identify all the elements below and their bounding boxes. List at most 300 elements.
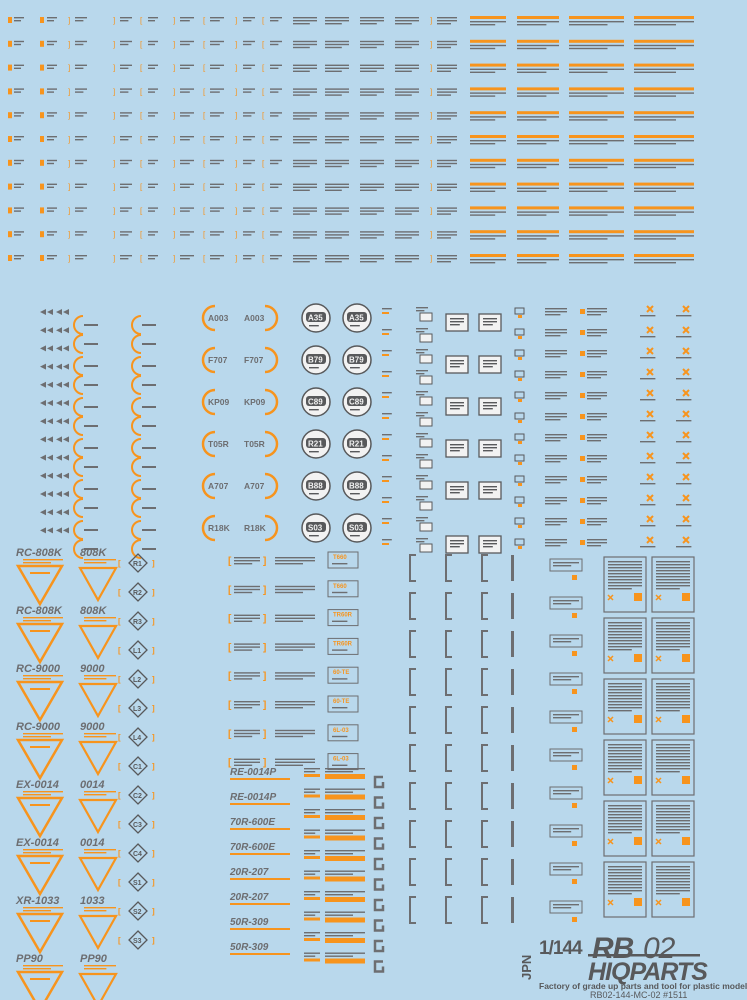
warning-triangle-icon: [80, 916, 116, 948]
warning-mark-icon: [8, 160, 12, 166]
caution-text-block: [416, 541, 424, 542]
badge-code-label: R21: [308, 439, 323, 449]
caution-text-block: [14, 207, 24, 208]
diamond-label: C2: [133, 793, 142, 800]
caution-text-block: [416, 415, 424, 416]
caution-text-block: [569, 119, 608, 120]
bracket-mark-icon: ]: [68, 230, 71, 240]
caution-text-block: [437, 184, 457, 185]
bracket-frame-icon: [410, 859, 416, 885]
maintenance-text: [608, 628, 642, 629]
orange-mark: [572, 575, 577, 580]
chevron-stripe: [304, 856, 320, 859]
orange-mark: [572, 803, 577, 808]
caution-text-block: [545, 371, 567, 372]
caution-text-block: [634, 262, 676, 263]
orange-mark: [634, 898, 642, 906]
caution-text-block: [243, 163, 251, 164]
caution-text-block: [360, 115, 384, 116]
caution-text-block: [293, 91, 317, 92]
caption-subtext: [23, 849, 63, 850]
plate-text: [483, 492, 493, 493]
maintenance-text: [608, 866, 642, 867]
bracket-mark-icon: ]: [173, 206, 176, 216]
underline-orange: [230, 903, 290, 905]
caution-text-block: [120, 234, 128, 235]
caution-text-block: [325, 163, 349, 164]
ring-code-label: KP09: [208, 397, 230, 407]
g-bracket-icon: [375, 962, 383, 972]
bracket-mark-icon: ]: [173, 230, 176, 240]
caution-text-block: [517, 238, 546, 239]
plate-text: [450, 366, 460, 367]
label-text: [553, 565, 571, 566]
badge-small-text: [350, 367, 360, 368]
bracket-frame-icon: [410, 783, 416, 809]
caution-text-block: [243, 136, 255, 137]
caution-text-block: [360, 234, 384, 235]
caution-text-block: [587, 398, 601, 399]
caution-text-block: [517, 164, 559, 165]
ring-bracket-icon: [74, 335, 83, 353]
caution-text-block: [325, 812, 353, 813]
caution-text-block: [437, 231, 457, 232]
cross-mark-icon: [656, 900, 661, 905]
caution-text-block: [304, 915, 315, 916]
caution-text-block: [210, 88, 224, 89]
maintenance-text: [608, 643, 642, 644]
caution-text-block: [75, 234, 83, 235]
tag-subtext: [332, 765, 347, 766]
bracket-mark-icon: [: [118, 762, 121, 771]
id-plate-icon: [420, 334, 432, 342]
caution-text-block: [545, 332, 567, 333]
orange-mark: [580, 477, 585, 482]
orange-mark: [682, 593, 690, 601]
caution-text-block: [416, 331, 424, 332]
caution-text-block: [47, 163, 54, 164]
orange-mark: [518, 441, 522, 444]
triangle-caption: PP90: [80, 953, 107, 965]
warning-mark-icon: [40, 65, 44, 71]
caution-text-block: [210, 210, 220, 211]
bracket-mark-icon: ]: [430, 135, 433, 144]
bracket-mark-icon: ]: [113, 254, 116, 263]
caution-text-block: [360, 88, 384, 89]
caution-text-block: [569, 92, 624, 93]
caution-text-block: [395, 234, 419, 235]
bracket-mark-icon: ]: [235, 206, 238, 216]
caution-text-block: [47, 258, 54, 259]
arrow-marker-icon: [40, 364, 53, 370]
bracket-frame-icon: [446, 593, 452, 619]
caution-text-block: [360, 261, 377, 262]
cross-mark-icon: [683, 537, 689, 543]
label-text: [553, 869, 571, 870]
large-ring-icon: [265, 390, 277, 414]
plate-text: [483, 408, 493, 409]
caution-text-block: [293, 88, 317, 89]
caution-text-block: [304, 891, 320, 892]
warning-triangle-icon: [18, 682, 62, 720]
caution-text-block: [243, 115, 251, 116]
caution-text-block: [360, 184, 384, 185]
caution-text-block: [676, 336, 691, 337]
caution-text-block: [545, 374, 567, 375]
plate-text: [450, 447, 464, 448]
maintenance-text: [608, 686, 642, 687]
arrow-marker-icon: [56, 382, 69, 388]
chevron-stripe: [325, 815, 365, 820]
bracket-mark-icon: ]: [152, 588, 155, 597]
caution-text-block: [304, 809, 320, 810]
caution-text-block: [120, 17, 132, 18]
vertical-bar: [511, 821, 514, 847]
caution-text-block: [545, 308, 567, 309]
caution-text-block: [634, 259, 694, 260]
maintenance-text: [656, 811, 690, 812]
caution-text-block: [275, 675, 315, 676]
caution-text-block: [75, 258, 83, 259]
arrow-marker-icon: [40, 473, 53, 479]
caution-text-block: [47, 139, 54, 140]
label-text: [553, 831, 571, 832]
caution-text-block: [270, 207, 282, 208]
stripe-orange: [517, 40, 559, 43]
orange-mark: [580, 309, 585, 314]
caution-text-block: [416, 352, 424, 353]
caution-text-block: [545, 482, 560, 483]
underline-orange: [230, 803, 290, 805]
code-text: [382, 455, 392, 456]
caution-text-block: [395, 65, 419, 66]
caution-text-block: [14, 139, 21, 140]
triangle-inner-line: [30, 862, 50, 864]
caution-text-block: [517, 188, 559, 189]
maintenance-text: [608, 823, 642, 824]
caution-text-block: [395, 88, 419, 89]
orange-mark: [580, 393, 585, 398]
caution-text-block: [395, 142, 412, 143]
caution-text-block: [120, 163, 128, 164]
caution-text-block: [293, 115, 317, 116]
warning-triangle-icon: [18, 914, 62, 952]
maintenance-text: [608, 637, 642, 638]
caution-text-block: [180, 91, 190, 92]
maintenance-text: [608, 707, 642, 708]
caution-text-block: [275, 643, 315, 644]
caution-text-block: [360, 139, 384, 140]
plate-text: [450, 540, 464, 541]
caution-text-block: [569, 191, 608, 192]
g-bracket-icon: [375, 859, 383, 869]
caution-text-block: [304, 789, 320, 790]
caution-text-block: [243, 231, 255, 232]
caution-text-block: [148, 163, 155, 164]
maintenance-text: [656, 692, 690, 693]
caution-text-block: [470, 119, 495, 120]
caution-text-block: [545, 455, 567, 456]
caution-text-block: [569, 262, 608, 263]
stripe-orange: [517, 206, 559, 209]
caution-text-block: [148, 187, 155, 188]
stripe-orange: [569, 16, 624, 19]
arrow-marker-icon: [56, 436, 69, 442]
caution-text-block: [243, 41, 255, 42]
caution-text-block: [148, 91, 155, 92]
chevron-stripe: [304, 774, 320, 777]
caution-text-block: [416, 433, 428, 434]
caution-text-block: [545, 458, 567, 459]
stripe-orange: [634, 159, 694, 162]
caution-text-block: [270, 187, 278, 188]
caution-text-block: [545, 437, 567, 438]
ring-bracket-icon: [74, 376, 83, 394]
caution-text-block: [587, 350, 607, 351]
caution-text-block: [470, 211, 506, 212]
caution-text-block: [325, 891, 365, 892]
caution-text-block: [120, 231, 132, 232]
maintenance-text: [656, 710, 680, 711]
caution-text-block: [243, 207, 255, 208]
cross-mark-icon: [608, 839, 613, 844]
maintenance-text: [608, 585, 642, 586]
bracket-mark-icon: ]: [430, 87, 433, 97]
caution-text-block: [75, 255, 87, 256]
id-plate-icon: [420, 376, 432, 384]
caution-text-block: [437, 23, 451, 24]
caution-text-block: [545, 416, 567, 417]
caution-text-block: [437, 47, 451, 48]
plate-text: [483, 363, 497, 364]
dash-line: [142, 488, 156, 490]
caution-text-block: [470, 262, 495, 263]
maintenance-text: [608, 710, 632, 711]
caution-text-block: [75, 231, 87, 232]
plate-text: [450, 546, 460, 547]
bracket-mark-icon: [: [118, 617, 121, 626]
maintenance-text: [608, 579, 642, 580]
caution-text-block: [243, 44, 251, 45]
caution-text-block: [517, 119, 546, 120]
caution-text-block: [47, 136, 57, 137]
caption-subtext: [23, 617, 63, 618]
caution-text-block: [470, 143, 495, 144]
caution-text-block: [75, 17, 87, 18]
plate-text: [483, 321, 497, 322]
orange-mark: [518, 357, 522, 360]
maintenance-text: [608, 692, 642, 693]
warning-mark-icon: [40, 17, 44, 23]
tag-subtext: [332, 707, 347, 708]
bracket-frame-icon: [446, 821, 452, 847]
caution-text-block: [75, 187, 83, 188]
bracket-mark-icon: ]: [152, 791, 155, 800]
bracket-mark-icon: [: [140, 206, 143, 216]
part-code-label: 70R-600E: [230, 817, 276, 828]
maintenance-text: [608, 564, 642, 565]
caution-text-block: [293, 142, 310, 143]
bracket-mark-icon: ]: [152, 762, 155, 771]
bracket-mark-icon: [: [140, 254, 143, 263]
caution-text-block: [360, 166, 377, 167]
bracket-mark-icon: [: [118, 820, 121, 829]
diamond-label: R3: [133, 619, 142, 626]
caution-text-block: [437, 94, 451, 95]
caution-text-block: [634, 119, 676, 120]
plate-text: [483, 543, 497, 544]
bracket-mark-icon: [: [203, 158, 206, 168]
caution-text-block: [304, 768, 320, 769]
caution-text-block: [14, 65, 24, 66]
caution-text-block: [395, 44, 419, 45]
caution-text-block: [569, 164, 624, 165]
warning-mark-icon: [8, 136, 12, 142]
bracket-mark-icon: [: [203, 39, 206, 49]
caution-text-block: [360, 136, 384, 137]
caution-text-block: [293, 163, 317, 164]
caution-text-block: [416, 538, 428, 539]
bracket-mark-icon: [: [228, 642, 232, 654]
cross-mark-icon: [683, 348, 689, 354]
bracket-mark-icon: [: [140, 135, 143, 144]
stripe-orange: [517, 64, 559, 67]
caution-text-block: [234, 560, 260, 561]
caution-text-block: [587, 416, 607, 417]
maintenance-text: [608, 695, 642, 696]
caution-text-block: [587, 413, 607, 414]
triangle-inner-line: [30, 978, 50, 980]
caution-text-block: [545, 518, 567, 519]
caution-text-block: [587, 437, 607, 438]
caution-text-block: [47, 20, 54, 21]
orange-bar: [382, 354, 389, 356]
code-text: [382, 392, 392, 393]
caution-text-block: [243, 234, 251, 235]
ring-bracket-icon: [74, 521, 83, 539]
caution-text-block: [325, 91, 349, 92]
caution-text-block: [395, 160, 419, 161]
caution-text-block: [210, 163, 220, 164]
caution-text-block: [180, 139, 190, 140]
caution-text-block: [360, 187, 384, 188]
caution-text-block: [234, 759, 260, 760]
badge-small-text: [309, 451, 319, 452]
bracket-mark-icon: ]: [68, 254, 71, 263]
caution-text-block: [120, 115, 128, 116]
caution-text-block: [275, 730, 315, 731]
caution-text-block: [325, 190, 342, 191]
maintenance-text: [608, 829, 642, 830]
caution-text-block: [416, 457, 424, 458]
caution-text-block: [395, 166, 412, 167]
maintenance-text: [656, 634, 690, 635]
bracket-frame-icon: [446, 669, 452, 695]
orange-mark: [572, 879, 577, 884]
chevron-stripe: [325, 938, 365, 943]
maintenance-text: [656, 756, 690, 757]
maintenance-text: [608, 759, 642, 760]
chevron-stripe: [304, 938, 320, 941]
caution-text-block: [325, 47, 342, 48]
bracket-mark-icon: ]: [263, 728, 267, 740]
stripe-orange: [569, 230, 624, 233]
ring-code-label: A003: [208, 313, 229, 323]
bracket-mark-icon: [: [203, 230, 206, 240]
underline-orange: [230, 928, 290, 930]
caution-text-block: [120, 210, 128, 211]
label-text: [553, 752, 579, 753]
maintenance-text: [656, 579, 690, 580]
caution-text-block: [360, 190, 377, 191]
plate-text: [483, 489, 497, 490]
maintenance-text: [608, 698, 642, 699]
bracket-mark-icon: ]: [68, 206, 71, 216]
maintenance-text: [656, 637, 690, 638]
bracket-mark-icon: [: [118, 675, 121, 684]
bracket-mark-icon: ]: [113, 206, 116, 216]
caution-text-block: [180, 210, 190, 211]
caution-text-block: [437, 261, 451, 262]
dash-line: [84, 425, 98, 427]
dash-line: [84, 384, 98, 386]
caution-text-block: [416, 394, 424, 395]
maintenance-text: [608, 756, 642, 757]
cross-mark-icon: [656, 656, 661, 661]
caution-text-block: [275, 592, 303, 593]
caution-text-block: [517, 262, 546, 263]
caution-text-block: [360, 118, 377, 119]
g-bracket-icon: [375, 798, 383, 808]
bracket-frame-icon: [446, 897, 452, 923]
maintenance-text: [656, 808, 690, 809]
warning-triangle-icon: [80, 742, 116, 774]
orange-bar: [382, 522, 389, 524]
caution-text-block: [640, 420, 655, 421]
vertical-bar: [511, 859, 514, 885]
chevron-stripe: [304, 918, 320, 921]
g-bracket-icon: [375, 880, 383, 890]
bracket-mark-icon: ]: [235, 111, 238, 121]
caution-text-block: [395, 187, 419, 188]
plate-text: [450, 405, 464, 406]
bracket-frame-icon: [410, 745, 416, 771]
bracket-mark-icon: ]: [173, 182, 176, 192]
caution-text-block: [676, 399, 691, 400]
caution-text-block: [47, 255, 57, 256]
caution-text-block: [360, 160, 384, 161]
badge-code-label: S03: [308, 523, 323, 533]
bracket-frame-icon: [410, 669, 416, 695]
caution-text-block: [148, 258, 155, 259]
maintenance-text: [656, 832, 680, 833]
stripe-orange: [470, 40, 506, 43]
caution-text-block: [416, 436, 424, 437]
bracket-mark-icon: ]: [152, 878, 155, 887]
caution-text-block: [325, 771, 353, 772]
caution-text-block: [395, 231, 419, 232]
dash-line: [142, 406, 156, 408]
maintenance-text: [608, 820, 642, 821]
caution-text-block: [180, 258, 190, 259]
maintenance-text: [656, 753, 690, 754]
caution-text-block: [360, 41, 384, 42]
stripe-orange: [517, 183, 559, 186]
caution-text-block: [640, 441, 655, 442]
caution-text-block: [325, 932, 365, 933]
bracket-mark-icon: ]: [68, 135, 71, 144]
cross-mark-icon: [647, 306, 653, 312]
